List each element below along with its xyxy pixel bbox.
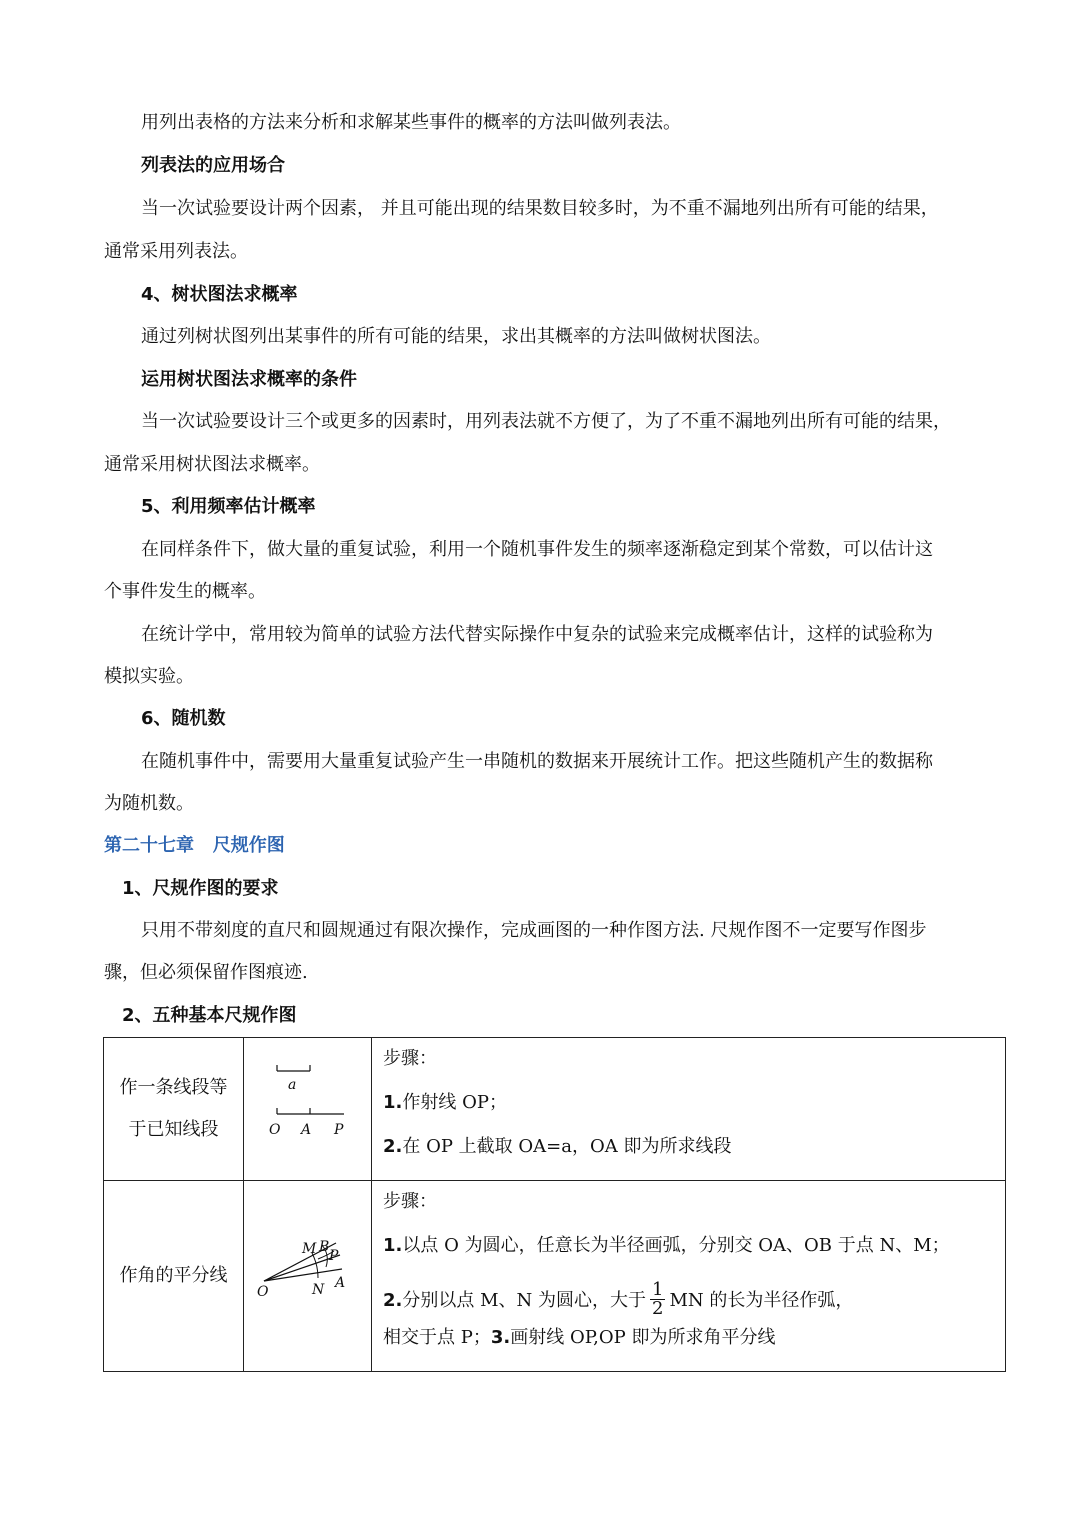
paragraph-line-13: 在统计学中，常用较为简单的试验方法代替实际操作中复杂的试验来完成概率估计，这样的试验称为 — [141, 624, 933, 645]
paragraph-line-16: 在随机事件中，需要用大量重复试验产生一串随机的数据来开展统计工作。把这些随机产生的数据称 — [141, 751, 933, 772]
construction-name-cell — [104, 1181, 244, 1372]
heading-frequency-estimate: 5、利用频率估计概率 — [141, 496, 316, 517]
label-P: P — [329, 1248, 339, 1264]
construction-figure-cell — [244, 1181, 372, 1372]
steps-title: 步骤： — [383, 1191, 437, 1212]
step-2: 2.分别以点 M、N 为圆心，大于 $\frac{1}{2}$ MN 的长为半径作弧， — [383, 1278, 854, 1319]
label-A: A — [335, 1275, 346, 1291]
label-N: N — [312, 1282, 325, 1298]
step-3: 相交于点 P；3.画射线 OP,OP 即为所求角平分线 — [383, 1327, 776, 1348]
fraction-one-half: $\frac{1}{2}$ — [652, 1278, 664, 1319]
paragraph-line-17: 为随机数。 — [104, 793, 194, 814]
section1-line-2: 骤，但必须保留作图痕迹. — [104, 962, 308, 983]
step-2: 2.在 OP 上截取 OA=a，OA 即为所求线段 — [383, 1136, 732, 1157]
heading-tree-diagram-conditions: 运用树状图法求概率的条件 — [141, 369, 357, 390]
paragraph-line-1: 用列出表格的方法来分析和求解某些事件的概率的方法叫做列表法。 — [141, 112, 681, 133]
label-B: B — [319, 1239, 330, 1255]
section1-line-1: 只用不带刻度的直尺和圆规通过有限次操作，完成画图的一种作图方法. 尺规作图不一定要写作图步 — [141, 920, 927, 941]
chapter-title: 第二十七章 尺规作图 — [104, 835, 285, 856]
paragraph-line-3: 当一次试验要设计两个因素， 并且可能出现的结果数目较多时，为不重不漏地列出所有可能的结果， — [141, 198, 939, 219]
section-five-basic-constructions: 2、五种基本尺规作图 — [122, 1005, 297, 1026]
label-A: A — [301, 1122, 312, 1138]
label-O: O — [257, 1284, 269, 1300]
construction-name-line: 作角的平分线 — [119, 1265, 228, 1286]
heading-table-method-usage: 列表法的应用场合 — [141, 155, 285, 176]
construction-name-cell — [104, 1038, 244, 1181]
construction-figure-cell — [244, 1038, 372, 1181]
angle-bisector-figure — [244, 1181, 372, 1365]
construction-name-line: 作一条线段等 — [119, 1077, 228, 1098]
paragraph-line-9: 通常采用树状图法求概率。 — [104, 454, 320, 475]
paragraph-line-8: 当一次试验要设计三个或更多的因素时，用列表法就不方便了，为了不重不漏地列出所有可能的结果， — [141, 411, 951, 432]
paragraph-line-12: 个事件发生的概率。 — [104, 581, 266, 602]
section-ruler-compass-requirements: 1、尺规作图的要求 — [122, 878, 279, 899]
constructions-table — [103, 1037, 1006, 1372]
heading-random-numbers: 6、随机数 — [141, 708, 226, 729]
label-a: a — [288, 1077, 297, 1093]
construction-steps-cell — [372, 1181, 1006, 1372]
construction-steps-cell — [372, 1038, 1006, 1181]
steps-title: 步骤： — [383, 1048, 437, 1069]
construction-name-line: 于已知线段 — [128, 1119, 219, 1140]
segment-copy-figure — [244, 1038, 372, 1166]
label-O: O — [269, 1122, 281, 1138]
heading-tree-diagram: 4、树状图法求概率 — [141, 284, 298, 305]
paragraph-line-6: 通过列树状图列出某事件的所有可能的结果，求出其概率的方法叫做树状图法。 — [141, 326, 771, 347]
label-M: M — [302, 1241, 317, 1257]
table-row — [104, 1181, 1006, 1372]
paragraph-line-14: 模拟实验。 — [104, 666, 194, 687]
paragraph-line-11: 在同样条件下，做大量的重复试验，利用一个随机事件发生的频率逐渐稳定到某个常数，可以估计这 — [141, 539, 933, 560]
step-1: 1.作射线 OP； — [383, 1092, 507, 1113]
paragraph-line-4: 通常采用列表法。 — [104, 241, 248, 262]
step-1: 1.以点 O 为圆心，任意长为半径画弧，分别交 OA、OB 于点 N、M； — [383, 1235, 950, 1256]
label-P: P — [334, 1122, 344, 1138]
table-row — [104, 1038, 1006, 1181]
